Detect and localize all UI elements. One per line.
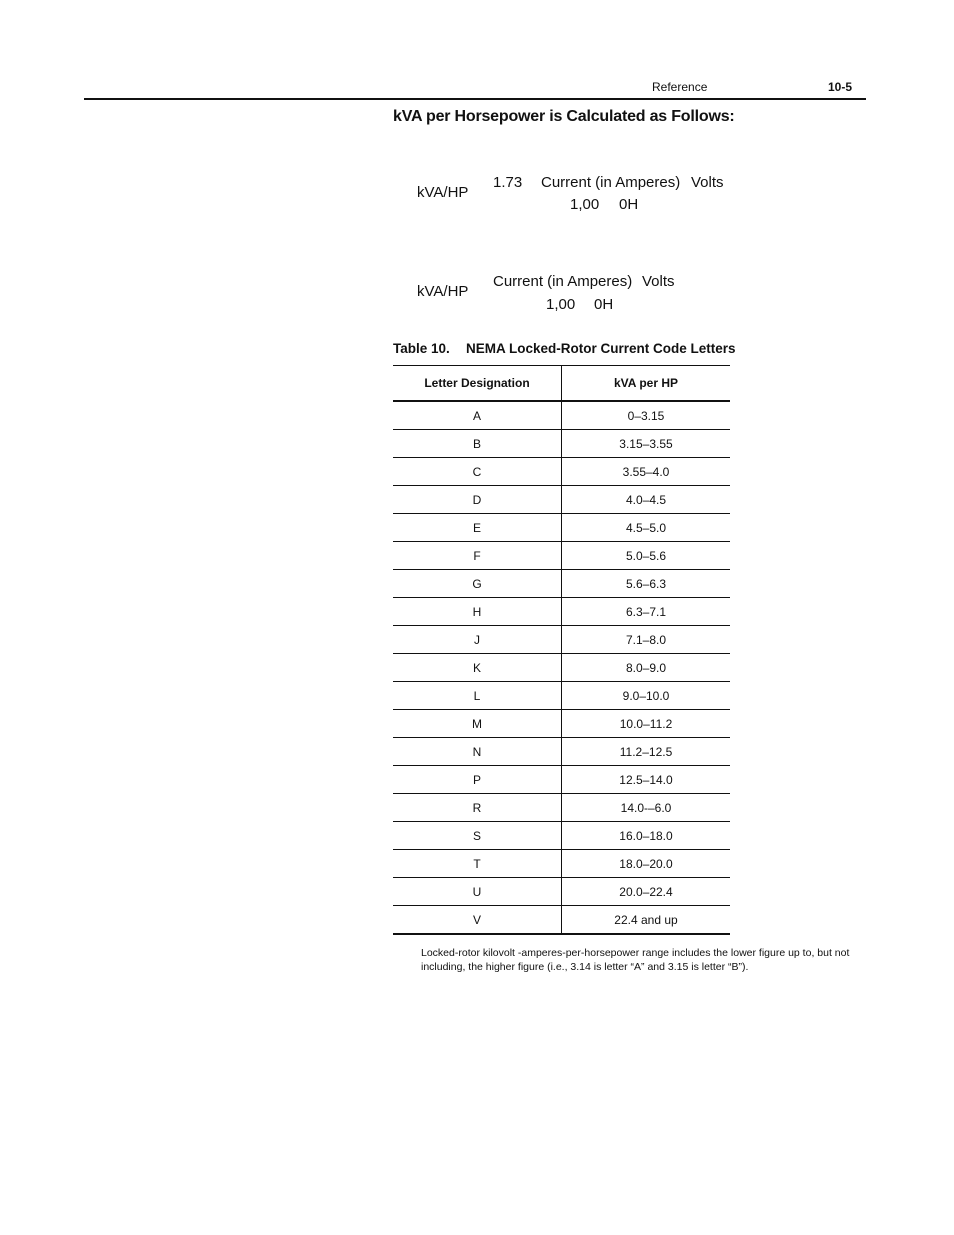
table-row [393, 794, 730, 822]
kva-cell: 7.1–8.0 [562, 626, 731, 654]
kva-cell: 16.0–18.0 [562, 822, 731, 850]
letter-cell: K [393, 654, 562, 682]
table-row [393, 401, 730, 430]
formula-2-lhs: kVA/HP [417, 283, 469, 300]
table-row [393, 514, 730, 542]
section-heading: kVA per Horsepower is Calculated as Follows: [393, 108, 735, 125]
kva-cell: 3.55–4.0 [562, 458, 731, 486]
table-row [393, 570, 730, 598]
table-row [393, 542, 730, 570]
kva-cell: 3.15–3.55 [562, 430, 731, 458]
formula-2-denominator-unit: 0H [594, 296, 614, 313]
formula-1-denominator-unit: 0H [619, 196, 639, 213]
table-header-row [393, 366, 730, 402]
kva-cell: 10.0–11.2 [562, 710, 731, 738]
formula-1-lhs: kVA/HP [417, 184, 469, 201]
table-row [393, 906, 730, 935]
formula-1-current: Current (in Amperes) [541, 174, 681, 191]
letter-cell: J [393, 626, 562, 654]
code-letter-table [393, 365, 730, 935]
kva-cell: 5.6–6.3 [562, 570, 731, 598]
formula-2-current: Current (in Amperes) [493, 273, 633, 290]
table-row [393, 710, 730, 738]
table-row [393, 654, 730, 682]
letter-cell: U [393, 878, 562, 906]
letter-cell: D [393, 486, 562, 514]
formula-1-volts: Volts [691, 174, 724, 191]
letter-cell: H [393, 598, 562, 626]
formula-1-denominator-value: 1,00 [570, 196, 600, 213]
formula-1-factor: 1.73 [493, 174, 523, 191]
table-row [393, 682, 730, 710]
column-header-letter: Letter Designation [393, 366, 562, 402]
table-row [393, 458, 730, 486]
kva-cell: 18.0–20.0 [562, 850, 731, 878]
letter-cell: T [393, 850, 562, 878]
letter-cell: B [393, 430, 562, 458]
kva-cell: 4.0–4.5 [562, 486, 731, 514]
header-rule [84, 98, 866, 100]
letter-cell: M [393, 710, 562, 738]
formula-2-volts: Volts [642, 273, 675, 290]
column-header-kva: kVA per HP [562, 366, 731, 402]
page-header-section: Reference [652, 80, 708, 94]
kva-cell: 5.0–5.6 [562, 542, 731, 570]
table-row [393, 850, 730, 878]
table-row [393, 430, 730, 458]
table-row [393, 738, 730, 766]
letter-cell: N [393, 738, 562, 766]
kva-cell: 11.2–12.5 [562, 738, 731, 766]
kva-cell: 6.3–7.1 [562, 598, 731, 626]
kva-cell: 0–3.15 [562, 401, 731, 430]
letter-cell: A [393, 401, 562, 430]
kva-cell: 9.0–10.0 [562, 682, 731, 710]
letter-cell: G [393, 570, 562, 598]
table-caption-label: Table 10. [393, 341, 450, 356]
kva-cell: 12.5–14.0 [562, 766, 731, 794]
table-row [393, 822, 730, 850]
letter-cell: L [393, 682, 562, 710]
table-row [393, 878, 730, 906]
letter-cell: F [393, 542, 562, 570]
kva-cell: 8.0–9.0 [562, 654, 731, 682]
letter-cell: S [393, 822, 562, 850]
table-row [393, 766, 730, 794]
letter-cell: C [393, 458, 562, 486]
letter-cell: E [393, 514, 562, 542]
table-footnote: Locked-rotor kilovolt -amperes-per-horsepower range includes the lower figure up to, but not including, the higher figure (i.e., 3.14 is letter “A” and 3.15 is letter “B”). [421, 947, 850, 973]
table-row [393, 626, 730, 654]
page-number: 10-5 [828, 80, 853, 94]
kva-cell: 14.0-–6.0 [562, 794, 731, 822]
kva-cell: 20.0–22.4 [562, 878, 731, 906]
table-caption-title: NEMA Locked-Rotor Current Code Letters [466, 341, 736, 356]
letter-cell: V [393, 906, 562, 935]
kva-cell: 22.4 and up [562, 906, 731, 935]
table-row [393, 598, 730, 626]
table-row [393, 486, 730, 514]
letter-cell: R [393, 794, 562, 822]
letter-cell: P [393, 766, 562, 794]
kva-cell: 4.5–5.0 [562, 514, 731, 542]
formula-2-denominator-value: 1,00 [546, 296, 576, 313]
